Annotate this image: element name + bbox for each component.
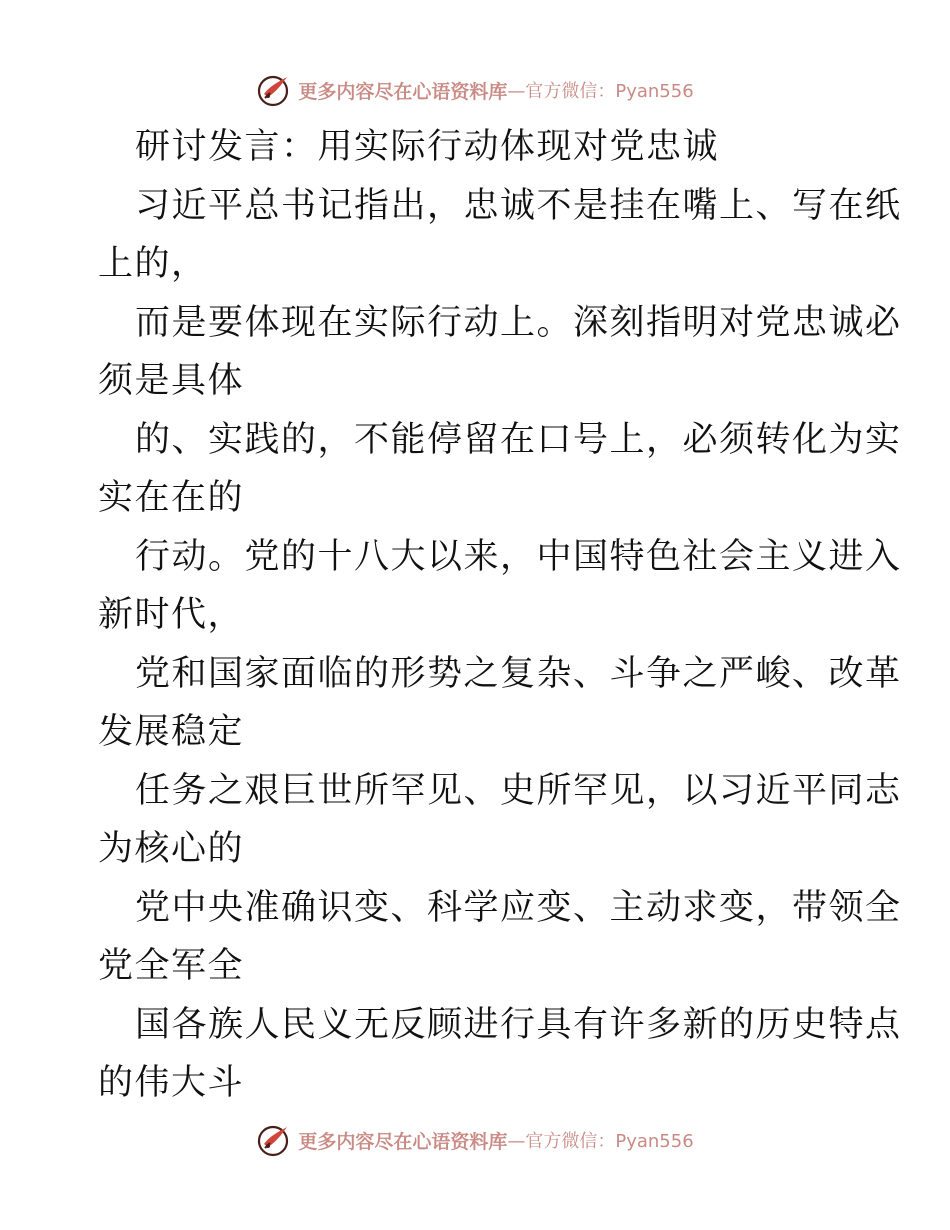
text-line: 实在在的 xyxy=(98,478,245,518)
text-line: 发展稳定 xyxy=(98,712,245,752)
text-line: 研讨发言：用实际行动体现对党忠诚 xyxy=(135,127,720,167)
text-line: 新时代， xyxy=(98,595,245,635)
text-line: 国各族人民义无反顾进行具有许多新的历史特点 xyxy=(135,1004,902,1045)
footer-banner xyxy=(0,1118,950,1162)
quill-pen-logo-icon xyxy=(256,1122,292,1158)
banner-wechat-text: —官方微信：Pyan556 xyxy=(507,1131,694,1152)
text-line: 的伟大斗 xyxy=(98,1063,245,1103)
banner-wechat-text: —官方微信：Pyan556 xyxy=(507,81,694,102)
text-line: 行动。党的十八大以来，中国特色社会主义进入 xyxy=(135,536,902,577)
text-line: 党全军全 xyxy=(98,946,245,986)
banner-brand-text: 更多内容尽在心语资料库 xyxy=(298,1130,508,1153)
text-line: 任务之艰巨世所罕见、史所罕见，以习近平同志 xyxy=(135,770,902,811)
text-line: 党和国家面临的形势之复杂、斗争之严峻、改革 xyxy=(135,653,902,694)
quill-pen-logo-icon xyxy=(256,72,292,108)
text-line: 为核心的 xyxy=(98,829,245,869)
text-line: 上的， xyxy=(98,244,208,284)
text-line: 而是要体现在实际行动上。深刻指明对党忠诚必 xyxy=(135,302,902,343)
banner-brand-text: 更多内容尽在心语资料库 xyxy=(298,80,508,103)
text-line: 党中央准确识变、科学应变、主动求变，带领全 xyxy=(135,887,902,928)
header-banner xyxy=(0,68,950,112)
text-line: 习近平总书记指出，忠诚不是挂在嘴上、写在纸 xyxy=(135,185,902,226)
document-body xyxy=(98,118,902,1113)
text-line: 的、实践的，不能停留在口号上，必须转化为实 xyxy=(135,419,902,460)
text-line: 须是具体 xyxy=(98,361,245,401)
